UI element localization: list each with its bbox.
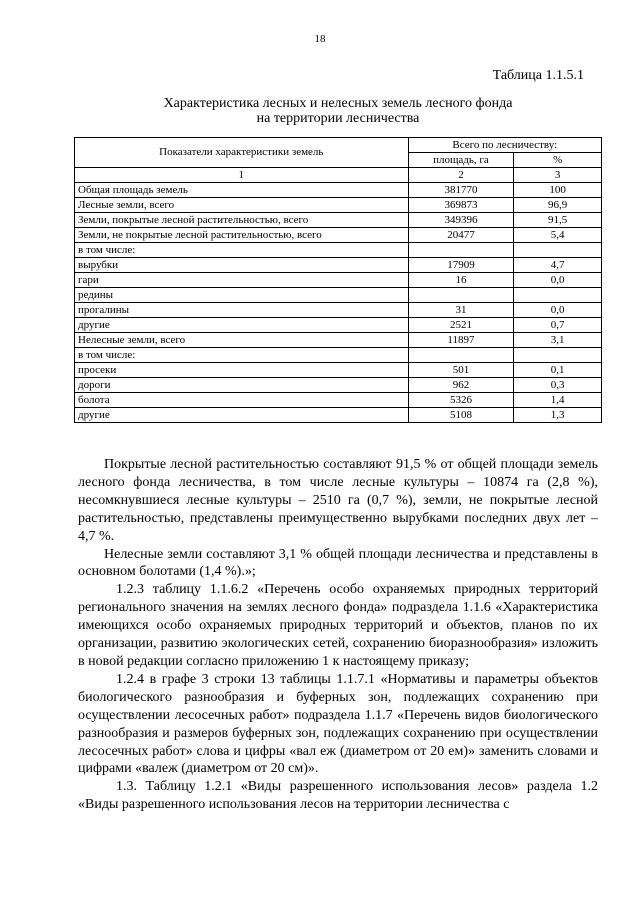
- row-label: прогалины: [75, 303, 409, 318]
- row-area: 381770: [408, 183, 514, 198]
- row-label: вырубки: [75, 258, 409, 273]
- row-label: другие: [75, 408, 409, 423]
- row-label: гари: [75, 273, 409, 288]
- row-percent: 4,7: [514, 258, 602, 273]
- row-percent: 3,1: [514, 333, 602, 348]
- paragraph-item-1-2-3: 1.2.3 таблицу 1.1.6.2 «Перечень особо охраняемых природных территорий регионального значения на землях лесного фонда» подраздела 1.1.6 «Характеристика имеющихся особо охраняемых природных территорий и объектов, планов по их организации, развитию экологических сетей, сохранению биоразнообразия» изложить в новой редакции согласно приложению 1 к настоящему приказу;: [78, 582, 598, 669]
- row-percent: [514, 243, 602, 258]
- row-area: 5326: [408, 393, 514, 408]
- table-row: [75, 213, 602, 228]
- table-title-line-2: на территории лесничества: [256, 111, 420, 126]
- table-row: [75, 408, 602, 423]
- row-label: Нелесные земли, всего: [75, 333, 409, 348]
- row-label: дороги: [75, 378, 409, 393]
- table-row: [75, 348, 602, 363]
- row-label: болота: [75, 393, 409, 408]
- table-row: [75, 378, 602, 393]
- row-label: в том числе:: [75, 348, 409, 363]
- header-percent: %: [514, 153, 602, 168]
- row-percent: 0,0: [514, 303, 602, 318]
- header-area: площадь, га: [408, 153, 514, 168]
- header-indicators: Показатели характеристики земель: [75, 138, 409, 168]
- table-row: [75, 363, 602, 378]
- table-row: [75, 303, 602, 318]
- row-area: 17909: [408, 258, 514, 273]
- row-area: 2521: [408, 318, 514, 333]
- row-area: 349396: [408, 213, 514, 228]
- row-label: Земли, покрытые лесной растительностью, всего: [75, 213, 409, 228]
- table-row: [75, 273, 602, 288]
- paragraph-item-1-3: 1.3. Таблицу 1.2.1 «Виды разрешенного использования лесов» раздела 1.2 «Виды разрешенного использования лесов на территории лесничества с: [78, 779, 598, 813]
- row-area: 31: [408, 303, 514, 318]
- table-row: [75, 183, 602, 198]
- row-area: 11897: [408, 333, 514, 348]
- row-percent: 1,3: [514, 408, 602, 423]
- table-row: [75, 288, 602, 303]
- row-label: просеки: [75, 363, 409, 378]
- row-label: Земли, не покрытые лесной растительностью, всего: [75, 228, 409, 243]
- table-id: Таблица 1.1.5.1: [492, 68, 584, 83]
- row-percent: [514, 288, 602, 303]
- body-text: [78, 456, 598, 814]
- table-row: [75, 198, 602, 213]
- table-row: [75, 318, 602, 333]
- table-title: [74, 96, 602, 126]
- row-percent: 96,9: [514, 198, 602, 213]
- table-body: [75, 183, 602, 423]
- row-area: 501: [408, 363, 514, 378]
- page-number: 18: [314, 33, 326, 45]
- table-row: [75, 258, 602, 273]
- row-area: 5108: [408, 408, 514, 423]
- paragraph-item-1-2-4: 1.2.4 в графе 3 строки 13 таблицы 1.1.7.1 «Нормативы и параметры объектов биологического разнообразия и буферных зон, подлежащих сохранению при осуществлении лесосечных работ» подраздела 1.1.7 «Перечень видов биологического разнообразия и размеров буферных зон, подлежащих сохранению при осуществлении лесосечных работ» слова и цифры «вал еж (диаметром от 20 ем)» заменить словами и цифрами «валеж (диаметром от 20 см)».: [78, 671, 598, 777]
- row-percent: 5,4: [514, 228, 602, 243]
- table-row: [75, 393, 602, 408]
- row-area: 20477: [408, 228, 514, 243]
- paragraph-forest-cover: Покрытые лесной растительностью составляют 91,5 % от общей площади земель лесного фонда лесничества, в том числе лесные культуры – 10874 га (2,8 %), несомкнувшиеся лесные культуры – 2510 га (0,7 %), земли, не покрытые лесной растительностью, представлены преимущественно вырубками последних двух лет – 4,7 %.: [78, 457, 598, 544]
- row-area: 369873: [408, 198, 514, 213]
- row-area: [408, 348, 514, 363]
- row-percent: [514, 348, 602, 363]
- row-percent: 91,5: [514, 213, 602, 228]
- paragraph-non-forest: Нелесные земли составляют 3,1 % общей площади лесничества и представлены в основном болотами (1,4 %).»;: [78, 546, 598, 580]
- row-percent: 0,0: [514, 273, 602, 288]
- row-percent: 0,1: [514, 363, 602, 378]
- row-percent: 0,3: [514, 378, 602, 393]
- row-label: Лесные земли, всего: [75, 198, 409, 213]
- row-area: 16: [408, 273, 514, 288]
- row-area: [408, 288, 514, 303]
- header-total-group: Всего по лесничеству:: [408, 138, 601, 153]
- row-label: другие: [75, 318, 409, 333]
- table-row: [75, 333, 602, 348]
- row-label: в том числе:: [75, 243, 409, 258]
- col-number-1: 1: [75, 168, 409, 183]
- table-row: [75, 243, 602, 258]
- row-area: [408, 243, 514, 258]
- row-area: 962: [408, 378, 514, 393]
- land-table: [74, 137, 602, 423]
- col-number-3: 3: [514, 168, 602, 183]
- col-number-2: 2: [408, 168, 514, 183]
- row-label: Общая площадь земель: [75, 183, 409, 198]
- row-percent: 100: [514, 183, 602, 198]
- row-percent: 0,7: [514, 318, 602, 333]
- row-label: редины: [75, 288, 409, 303]
- table-row: [75, 228, 602, 243]
- row-percent: 1,4: [514, 393, 602, 408]
- table-title-line-1: Характеристика лесных и нелесных земель лесного фонда: [163, 96, 513, 111]
